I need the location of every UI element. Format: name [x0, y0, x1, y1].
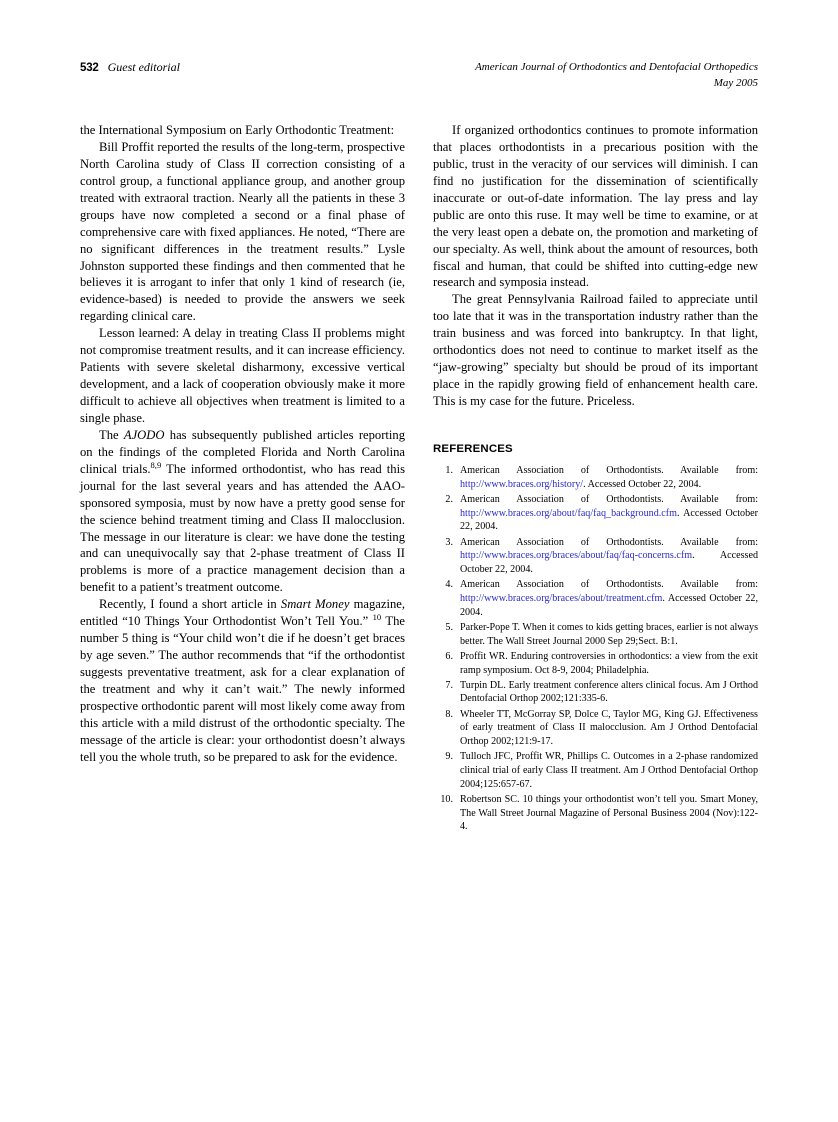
reference-text-post: . Accessed October 22, 2004.	[460, 550, 758, 575]
right-column	[433, 122, 758, 836]
ajodo-text-b: has subsequently published articles reporting on the findings of the completed Florida and North Carolina clinical trials.	[80, 427, 405, 476]
smart-money-magazine-name: Smart Money	[280, 597, 350, 612]
list-item	[433, 650, 758, 677]
citation-marker-8-9: 8,9	[150, 459, 162, 470]
reference-number: 2.	[445, 493, 453, 505]
paragraph-ajodo-articles	[80, 427, 405, 596]
reference-url[interactable]: http://www.braces.org/braces/about/treatment.cfm	[460, 592, 663, 604]
reference-text-pre: American Association of Orthodontists. Available from:	[460, 579, 758, 591]
ajodo-text-a: The	[99, 427, 124, 442]
reference-url[interactable]: http://www.braces.org/braces/about/faq/faq-concerns.cfm	[460, 550, 693, 562]
reference-number: 9.	[445, 751, 453, 763]
list-item	[433, 793, 758, 834]
left-column	[80, 122, 405, 836]
paragraph-pennsylvania-railroad: The great Pennsylvania Railroad failed to appreciate until too late that it was in the transportation industry rather than the train business and was forced into bankruptcy. In that light, orthodontics does not need to continue to market itself as the “jaw-growing” specialty but should be proud of its important place in the rapidly growing field of enhancement health care. This is my case for the future. Priceless.	[433, 292, 758, 408]
reference-text-pre: American Association of Orthodontists. Available from:	[460, 464, 758, 476]
paragraph-proffit-results: Bill Proffit reported the results of the long-term, prospective North Carolina study of Class II correction consisting of a control group, a functional appliance group, and another group treated with extraoral traction. Nearly all the patients in these 3 groups have now completed a second or a final phase of comprehensive care with fixed appliances. He noted, “There are no significant differences in the treatment results.” Lysle Johnston supported these findings and then commented that he believes it is arrogant to infer that only 1 kind of research (ie, evidence-based) is needed to provide the answers we seek regarding clinical care.	[80, 139, 405, 324]
paragraph-lesson-learned: Lesson learned: A delay in treating Class II problems might not compromise treatment results, and it can increase efficiency. Patients with severe skeletal disharmony, excessive vertical development, and a lack of cooperation obviously make it more difficult to achieve all objectives when treatment is limited to a single phase.	[80, 326, 405, 425]
list-item	[433, 578, 758, 619]
smartmoney-text-b: magazine, entitled “10 Things Your Orthodontist Won’t Tell You.”	[80, 597, 405, 629]
references-heading: REFERENCES	[433, 442, 513, 455]
page-number: 532	[80, 62, 99, 74]
smartmoney-text-a: Recently, I found a short article in	[99, 597, 281, 612]
journal-title: American Journal of Orthodontics and Dentofacial Orthopedics	[475, 61, 758, 73]
reference-text-pre: American Association of Orthodontists. Available from:	[460, 493, 758, 505]
section-title: Guest editorial	[107, 60, 180, 74]
list-item	[433, 621, 758, 648]
reference-number: 3.	[445, 536, 453, 548]
running-head-left	[80, 60, 180, 75]
list-item	[433, 493, 758, 534]
reference-number: 7.	[445, 679, 453, 691]
reference-number: 6.	[445, 650, 453, 662]
references-list	[433, 464, 758, 834]
reference-text-post: . Accessed October 22, 2004.	[460, 507, 758, 533]
list-item	[433, 464, 758, 491]
paragraph-organized-orthodontics: If organized orthodontics continues to promote information that places orthodontists in a precarious position with the public, trust in the veracity of our services will diminish. I can find no justification for the dissemination of scientifically inaccurate or out-of-date information. The lay press and lay public are onto this ruse. It may well be time to examine, or at the very least open a debate on, the promotion and marketing of our specialty. As well, think about the amount of resources, both fiscal and human, that could be shifted into cutting-edge new research and symposia instead.	[433, 123, 758, 290]
reference-text-pre: Robertson SC. 10 things your orthodontist won’t tell you. Smart Money, The Wall Street Journal Magazine of Personal Business 2004 (Nov):122-4.	[460, 793, 758, 833]
running-head	[80, 60, 758, 92]
reference-url[interactable]: http://www.braces.org/about/faq/faq_background.cfm	[460, 507, 677, 519]
reference-text-pre: American Association of Orthodontists. Available from:	[460, 536, 758, 548]
list-item	[433, 536, 758, 577]
paragraph-continuation: the International Symposium on Early Orthodontic Treatment:	[80, 123, 395, 137]
citation-marker-10: 10	[372, 612, 382, 622]
reference-text-pre: Tulloch JFC, Proffit WR, Phillips C. Outcomes in a 2-phase randomized clinical trial of early Class II treatment. Am J Orthod Dentofacial Orthop 2004;125:657-67.	[460, 751, 758, 790]
reference-text-pre: Proffit WR. Enduring controversies in orthodontics: a view from the exit ramp symposium. Oct 8-9, 2004; Philadelphia.	[460, 650, 758, 676]
reference-text-pre: Wheeler TT, McGorray SP, Dolce C, Taylor MG, King GJ. Effectiveness of early treatment of Class II malocclusion. Am J Orthod Dentofacial Orthop 2002;121:9-17.	[460, 708, 758, 748]
ajodo-text-c: The informed orthodontist, who has read this journal for the last several years and has attended the AAO-sponsored symposia, must by now have a pretty good sense for the science behind treatment timing and Class II malocclusion. The message in our literature is clear: we have done the testing and can unequivocally say that 2-phase treatment of Class II problems is more of a practice management decision than a benefit to a patient’s treatment outcome.	[80, 461, 405, 595]
reference-number: 8.	[445, 708, 453, 720]
list-item	[433, 750, 758, 791]
paragraph-smart-money	[80, 596, 405, 765]
smartmoney-text-c: The number 5 thing is “Your child won’t die if he doesn’t get braces by age seven.” The author recommends that “if the orthodontist suggests preventative treatment, ask for a clear explanation of the treatment and why it can’t wait.” The newly informed prospective orthodontic parent will most likely come away from this article with a mild distrust of the orthodontic specialty. The message of the article is clear: your orthodontist doesn’t always tell you the whole truth, so be prepared to ask for the evidence.	[80, 614, 405, 764]
reference-text-post: . Accessed October 22, 2004.	[460, 592, 758, 618]
reference-number: 10.	[440, 793, 453, 805]
running-head-right	[475, 60, 758, 92]
reference-text-post: . Accessed October 22, 2004.	[583, 478, 702, 490]
list-item	[433, 679, 758, 706]
ajodo-journal-name: AJODO	[123, 427, 165, 442]
body-columns	[80, 122, 758, 836]
reference-number: 4.	[445, 579, 453, 591]
reference-number: 1.	[445, 464, 453, 476]
reference-url[interactable]: http://www.braces.org/history/	[460, 478, 584, 490]
reference-text-pre: Turpin DL. Early treatment conference alters clinical focus. Am J Orthod Dentofacial Orthop 2002;121:335-6.	[460, 679, 758, 705]
reference-text-pre: Parker-Pope T. When it comes to kids getting braces, earlier is not always better. The Wall Street Journal 2000 Sep 29;Sect. B:1.	[460, 621, 758, 647]
list-item	[433, 708, 758, 749]
reference-number: 5.	[445, 621, 453, 633]
issue-date: May 2005	[713, 76, 758, 89]
